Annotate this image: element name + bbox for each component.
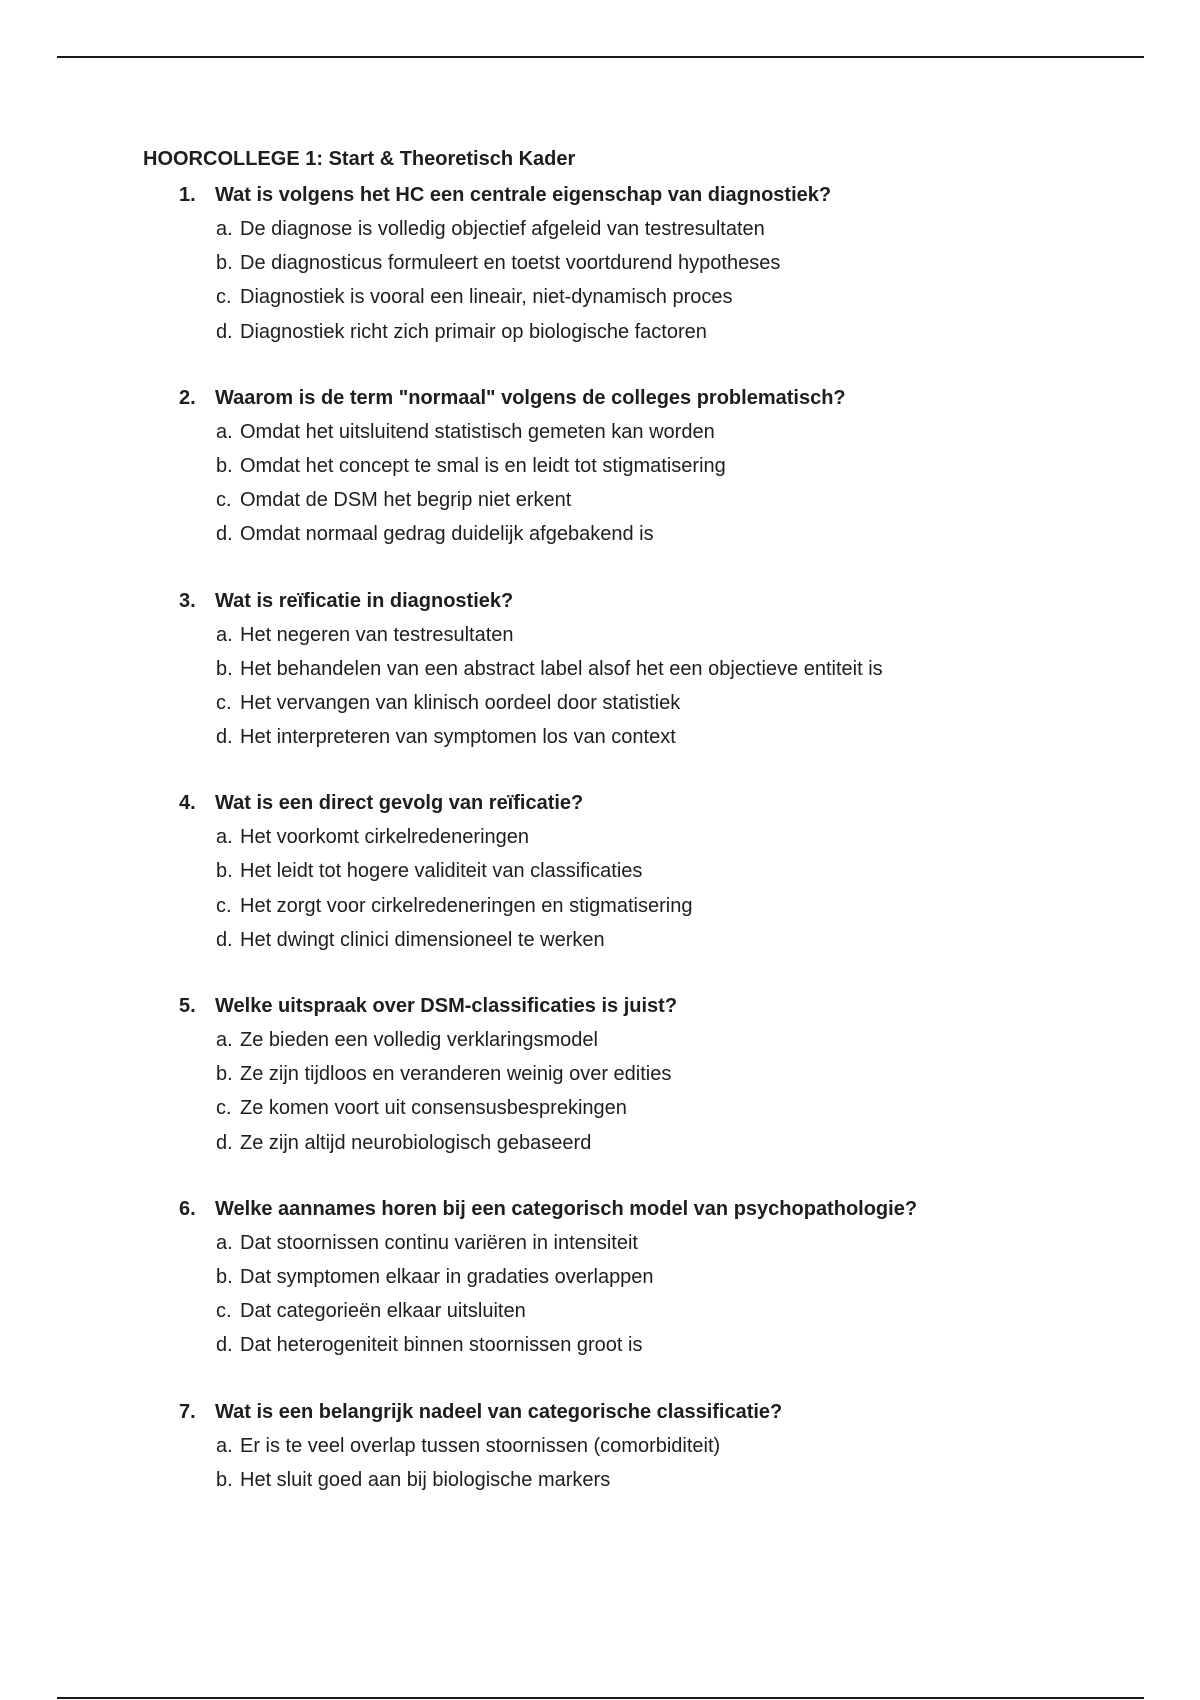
option-text: De diagnose is volledig objectief afgeleid van testresultaten	[240, 218, 765, 240]
option-text: Dat stoornissen continu variëren in intensiteit	[240, 1231, 638, 1254]
top-rule	[57, 56, 1144, 58]
question-1	[0, 178, 1200, 349]
option-letter: d.	[216, 320, 233, 343]
question-text: Waarom is de term "normaal" volgens de colleges problematisch?	[215, 386, 846, 409]
question-header	[0, 584, 1200, 618]
question-number: 1.	[179, 184, 196, 206]
question-number: 3.	[179, 589, 196, 612]
option-letter: c.	[216, 1300, 232, 1323]
option-text: Het zorgt voor cirkelredeneringen en stigmatisering	[240, 894, 693, 917]
question-number: 6.	[179, 1197, 196, 1220]
answer-option	[0, 212, 1200, 246]
answer-option	[0, 1126, 1200, 1160]
question-text: Welke aannames horen bij een categorisch model van psychopathologie?	[215, 1197, 918, 1220]
option-text: De diagnosticus formuleert en toetst voortdurend hypotheses	[240, 252, 781, 275]
option-letter: a.	[216, 1434, 233, 1457]
option-text: Omdat normaal gedrag duidelijk afgebakend is	[240, 523, 654, 546]
question-number: 7.	[179, 1400, 196, 1423]
question-list	[0, 178, 1200, 1529]
question-text: Wat is een direct gevolg van reïficatie?	[215, 792, 584, 815]
question-text: Welke uitspraak over DSM-classificaties is juist?	[215, 995, 678, 1017]
option-letter: a.	[216, 1029, 233, 1051]
option-letter: a.	[216, 623, 233, 646]
option-text: Ze komen voort uit consensusbesprekingen	[240, 1097, 627, 1120]
option-letter: d.	[216, 1334, 233, 1357]
option-letter: d.	[216, 523, 233, 546]
option-text: Diagnostiek is vooral een lineair, niet-dynamisch proces	[240, 286, 733, 309]
option-text: Er is te veel overlap tussen stoornissen (comorbiditeit)	[240, 1434, 721, 1457]
answer-option	[0, 415, 1200, 449]
answer-option	[0, 854, 1200, 888]
option-text: Diagnostiek richt zich primair op biologische factoren	[240, 320, 707, 343]
answer-option	[0, 246, 1200, 280]
question-number: 5.	[179, 995, 196, 1017]
option-text: Het sluit goed aan bij biologische markers	[240, 1468, 611, 1491]
question-number: 2.	[179, 386, 196, 409]
answer-option	[0, 1023, 1200, 1057]
answer-option	[0, 820, 1200, 854]
question-header	[0, 178, 1200, 212]
answer-option	[0, 517, 1200, 551]
question-text: Wat is een belangrijk nadeel van categorische classificatie?	[215, 1400, 783, 1423]
question-6	[0, 1192, 1200, 1363]
bottom-rule	[57, 1697, 1144, 1699]
option-letter: d.	[216, 928, 233, 951]
option-letter: b.	[216, 1265, 233, 1288]
question-header	[0, 786, 1200, 820]
option-letter: a.	[216, 218, 233, 240]
answer-option	[0, 1429, 1200, 1463]
answer-option	[0, 618, 1200, 652]
option-text: Het dwingt clinici dimensioneel te werken	[240, 928, 605, 951]
question-4	[0, 786, 1200, 957]
option-text: Omdat het uitsluitend statistisch gemeten kan worden	[240, 420, 715, 443]
question-2	[0, 381, 1200, 552]
question-header	[0, 989, 1200, 1023]
option-letter: d.	[216, 1131, 233, 1154]
option-text: Dat heterogeniteit binnen stoornissen groot is	[240, 1334, 643, 1357]
option-text: Het behandelen van een abstract label alsof het een objectieve entiteit is	[240, 657, 883, 680]
option-letter: c.	[216, 1097, 232, 1120]
option-letter: c.	[216, 691, 232, 714]
answer-options	[0, 1429, 1200, 1497]
answer-options	[0, 820, 1200, 957]
option-text: Ze zijn altijd neurobiologisch gebaseerd	[240, 1131, 592, 1154]
option-letter: a.	[216, 1231, 233, 1254]
question-header	[0, 1395, 1200, 1429]
option-text: Het vervangen van klinisch oordeel door statistiek	[240, 691, 681, 714]
answer-options	[0, 1226, 1200, 1363]
answer-option	[0, 1294, 1200, 1328]
option-letter: b.	[216, 1063, 233, 1086]
option-text: Dat symptomen elkaar in gradaties overlappen	[240, 1265, 654, 1288]
answer-option	[0, 686, 1200, 720]
answer-options	[0, 618, 1200, 755]
question-5	[0, 989, 1200, 1160]
page-title: HOORCOLLEGE 1: Start & Theoretisch Kader	[143, 148, 576, 170]
option-letter: c.	[216, 489, 232, 512]
question-header	[0, 381, 1200, 415]
question-header	[0, 1192, 1200, 1226]
option-letter: b.	[216, 657, 233, 680]
answer-option	[0, 1226, 1200, 1260]
question-number: 4.	[179, 792, 196, 815]
answer-option	[0, 280, 1200, 314]
option-text: Ze bieden een volledig verklaringsmodel	[240, 1029, 598, 1051]
option-letter: c.	[216, 894, 232, 917]
question-text: Wat is volgens het HC een centrale eigenschap van diagnostiek?	[215, 184, 832, 206]
option-letter: b.	[216, 860, 233, 883]
answer-option	[0, 483, 1200, 517]
option-letter: d.	[216, 726, 233, 749]
answer-options	[0, 415, 1200, 552]
answer-option	[0, 720, 1200, 754]
option-text: Het negeren van testresultaten	[240, 623, 514, 646]
question-7	[0, 1395, 1200, 1497]
answer-option	[0, 1091, 1200, 1125]
answer-option	[0, 1463, 1200, 1497]
answer-options	[0, 212, 1200, 349]
answer-option	[0, 652, 1200, 686]
question-3	[0, 584, 1200, 755]
question-text: Wat is reïficatie in diagnostiek?	[215, 589, 514, 612]
option-text: Dat categorieën elkaar uitsluiten	[240, 1300, 526, 1323]
answer-option	[0, 1260, 1200, 1294]
option-text: Het leidt tot hogere validiteit van classificaties	[240, 860, 643, 883]
answer-option	[0, 923, 1200, 957]
option-letter: a.	[216, 826, 233, 849]
option-letter: b.	[216, 1468, 233, 1491]
option-text: Het interpreteren van symptomen los van context	[240, 726, 676, 749]
answer-option	[0, 889, 1200, 923]
option-text: Ze zijn tijdloos en veranderen weinig over edities	[240, 1063, 672, 1086]
option-text: Het voorkomt cirkelredeneringen	[240, 826, 530, 849]
answer-options	[0, 1023, 1200, 1160]
answer-option	[0, 1057, 1200, 1091]
option-letter: c.	[216, 286, 232, 309]
answer-option	[0, 315, 1200, 349]
option-letter: a.	[216, 420, 233, 443]
option-text: Omdat de DSM het begrip niet erkent	[240, 489, 572, 512]
answer-option	[0, 1328, 1200, 1362]
answer-option	[0, 449, 1200, 483]
option-letter: b.	[216, 454, 233, 477]
option-letter: b.	[216, 252, 233, 275]
option-text: Omdat het concept te smal is en leidt tot stigmatisering	[240, 454, 726, 477]
